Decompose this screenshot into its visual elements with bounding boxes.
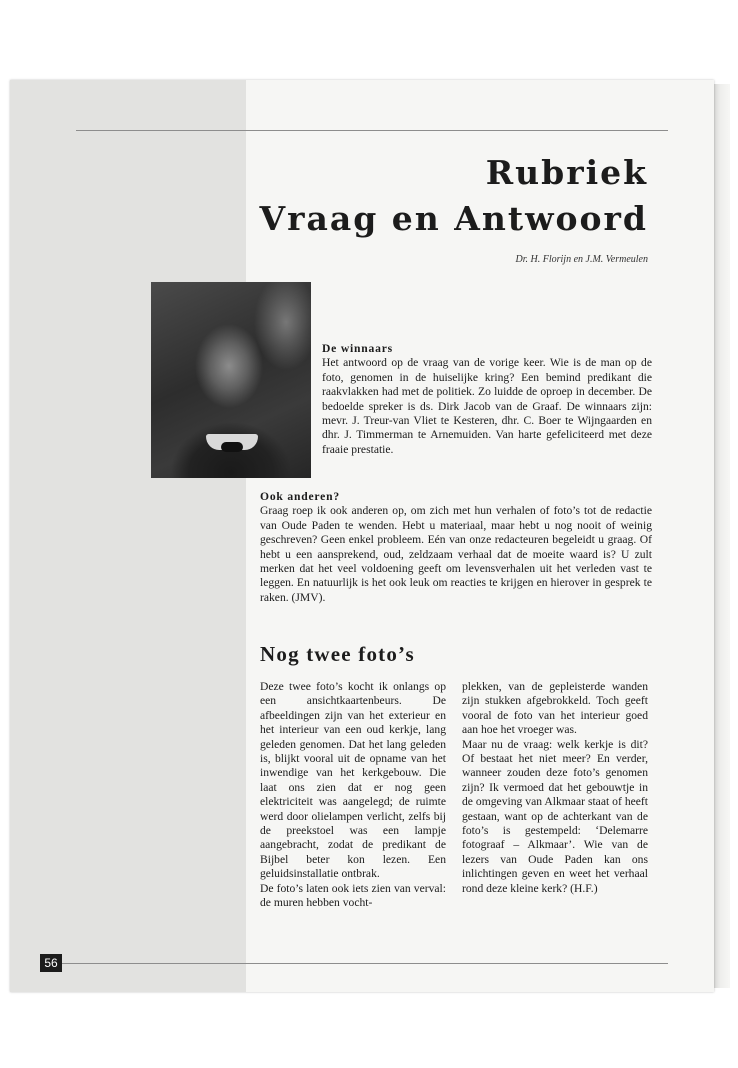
page-title [148, 150, 648, 242]
top-rule [76, 130, 668, 131]
winnaars-body: Het antwoord op de vraag van de vorige keer. Wie is de man op de foto, genomen in de huiselijke kring? Een bemind predikant die raakvlakken had met de politiek. Zo luidde de oproep in december. De bedoelde spreker is ds. Dirk Jacob van de Graaf. De winnaars zijn: mevr. J. Treur-van Vliet te Kesteren, dhr. C. Boer te Wijngaarden en dhr. J. Timmerman te Arnemuiden. Van harte gefeliciteerd met deze fraaie prestatie. [322, 356, 652, 456]
byline: Dr. H. Florijn en J.M. Vermeulen [515, 254, 648, 265]
title-line-1: Rubriek [485, 153, 648, 192]
column-left-paragraph-1: Deze twee foto’s kocht ik onlangs op een ansichtkaartenbeurs. De afbeeldingen zijn van het exterieur en het interieur van een oud kerkje, lang geleden genomen. Dat het lang geleden is, blijkt vooral uit de opname van het inwendige van het kerkgebouw. Die laat ons zien dat er nog geen elektriciteit was aangelegd; de ruimte werd door olielampen verlicht, zelfs bij de preekstoel was een lampje aangebracht, zodat de predikant de Bijbel beter kon lezen. Een geluidsinstallatie ontbrak. [260, 680, 446, 881]
winnaars-heading: De winnaars [322, 342, 393, 355]
anderen-section [260, 490, 652, 605]
section-heading: Nog twee foto’s [260, 642, 415, 666]
anderen-body: Graag roep ik ook anderen op, om zich met hun verhalen of foto’s tot de redactie van Oude Paden te wenden. Hebt u materiaal, maar hebt u nog nooit of weinig geschreven? Geen enkel probleem. Eén van onze redacteuren begeleidt u graag. Of hebt u een aansprekend, oud, zeldzaam verhaal dat de moeite waard is? U zult merken dat het veel voldoening geeft om levensverhalen uit het verleden vast te leggen. En natuurlijk is het ook leuk om reacties te krijgen en hierover in gesprek te raken. (JMV). [260, 504, 652, 604]
bottom-rule [62, 963, 668, 964]
portrait-photo [151, 282, 311, 478]
column-left-paragraph-2: De foto’s laten ook iets zien van verval: de muren hebben vocht- [260, 881, 446, 910]
anderen-heading: Ook anderen? [260, 490, 340, 503]
page-fold-shadow [714, 84, 730, 988]
magazine-page [10, 80, 714, 992]
winnaars-section [322, 342, 652, 457]
column-left [260, 680, 446, 911]
column-right-paragraph-1: plekken, van de gepleisterde wanden zijn stukken afgebrokkeld. Toch geeft vooral de foto van het interieur goed aan hoe het vroeger was. [462, 680, 648, 737]
column-right-paragraph-2: Maar nu de vraag: welk kerkje is dit? Of bestaat het niet meer? En verder, wanneer zouden deze foto’s genomen zijn? Ik vermoed dat het gebouwtje in de omgeving van Alkmaar staat of heeft gestaan, want op de achterkant van de foto’s is gestempeld: ‘Delemarre fotograaf – Alkmaar’. Wie van de lezers van Oude Paden kan ons inlichtingen geven en weet het verhaal rond deze kleine kerk? (H.F.) [462, 737, 648, 895]
column-right [462, 680, 648, 896]
photo-bow-tie [221, 442, 243, 452]
title-line-2: Vraag en Antwoord [259, 199, 648, 238]
page-number: 56 [40, 954, 62, 972]
